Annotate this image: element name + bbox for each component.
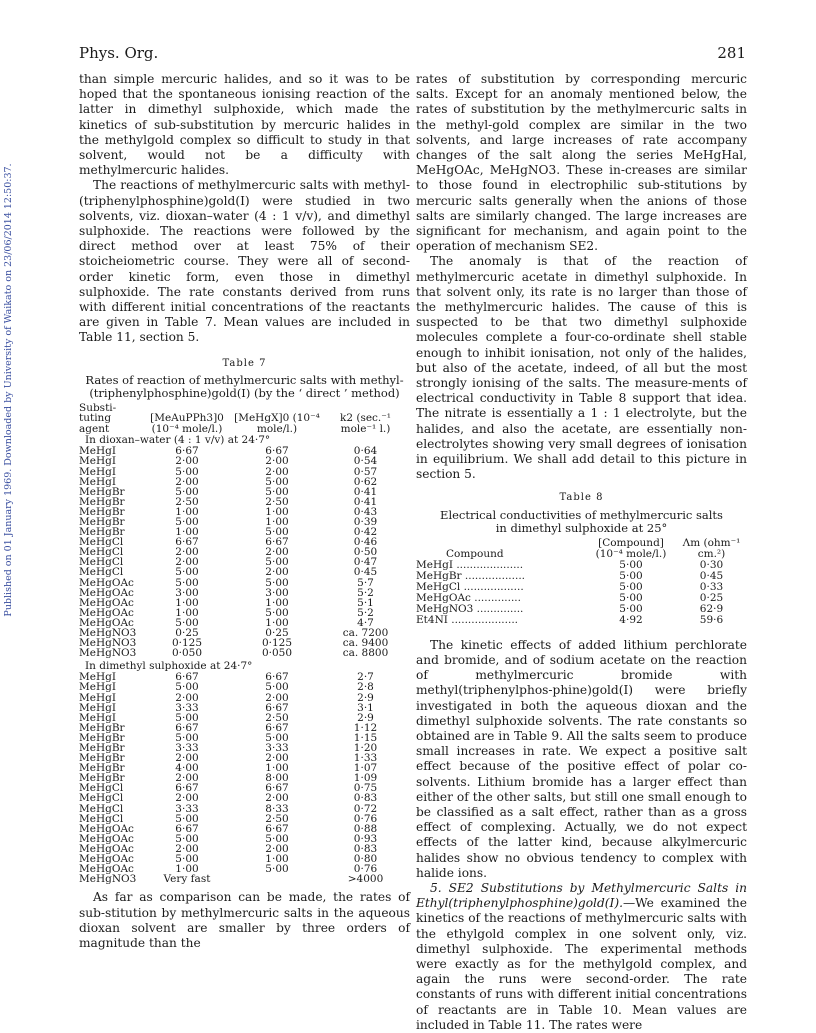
- header-cell: [MeAuPPh3]0 (10⁻⁴ mole/l.): [150, 412, 224, 435]
- table-row: [79, 648, 410, 658]
- table-cell: Very fast: [163, 873, 211, 886]
- table-cell: 0·25: [699, 591, 724, 604]
- table-cell: 0·050: [261, 647, 293, 660]
- table-cell: 5·2: [357, 606, 374, 619]
- table-cell: MeHgNO3: [79, 637, 137, 650]
- table-7-section-1: In dioxan–water (4 : 1 v/v) at 24·7°: [85, 434, 271, 447]
- table-cell: 1·00: [175, 526, 199, 539]
- header-cell: Substi-tuting agent: [79, 401, 117, 435]
- paragraph: The kinetic effects of added lithium perchlorate and bromide, and of sodium acetate on the reaction of methylmercuric bromide with methyl(triphenylphos-phine)gold(I) were briefly investigated in both the aqueous dioxan and the dimethyl sulphoxide solvents. The rate constants so obtained are in Table 9. All the salts seem to produce small increases in rate. We expect a positive salt effect because of the positive effect of polar co-solvents. Lithium bromide has a larger effect than either of the other salts, but still one small enough to be classified as a salt effect, rather than as a gross effect of complexing. Actually, we do not expect effects of the latter kind, because alkylmercuric halides show no obvious tendency to complex with halide ions.: [416, 637, 747, 880]
- table-cell: MeHgCl: [79, 556, 124, 569]
- table-cell: MeHgCl: [79, 792, 124, 805]
- table-cell: 1·00: [265, 853, 289, 866]
- header-cell: Compound: [446, 547, 504, 560]
- left-column: [79, 72, 410, 951]
- paragraph: rates of substitution by corresponding mercuric salts. Except for an anomaly mentioned below, the rates of substitution by the methylmercuric salts in the methyl-gold complex are similar in the two solvents, and large increases of rate accompany changes of the salt along the series MeHgHal, MeHgOAc, MeHgNO3. These in-creases are similar to those found in electrophilic sub-stitutions by mercuric salts generally when the anions of those salts are similarly changed. The large increases are significant for mechanism, and again point to the operation of mechanism SE2.: [416, 72, 747, 254]
- table-cell: 5·00: [175, 576, 199, 589]
- table-cell: MeHgCl: [79, 546, 124, 559]
- table-7-label: Table 7: [222, 357, 267, 369]
- table-cell: MeHgCl: [79, 536, 124, 549]
- table-cell: 59·6: [699, 613, 724, 626]
- sidebar-watermark: [2, 150, 16, 630]
- table-cell: MeHgOAc: [79, 863, 134, 876]
- table-cell: 2·00: [265, 465, 289, 478]
- table-cell: 2·50: [265, 812, 289, 825]
- table-cell: MeHgBr: [79, 741, 125, 754]
- table-cell: 6·67: [175, 721, 199, 734]
- table-cell: 6·67: [265, 536, 289, 549]
- table-cell: 5·00: [619, 602, 643, 615]
- table-cell: MeHgBr: [79, 505, 125, 518]
- table-cell: 5·00: [265, 832, 289, 845]
- table-cell: 1·00: [175, 606, 199, 619]
- table-cell: [233, 874, 321, 884]
- table-cell: 6·67: [265, 822, 289, 835]
- table-cell: 6·67: [175, 782, 199, 795]
- table-cell: 62·9: [699, 602, 724, 615]
- table-cell: 5·00: [175, 566, 199, 579]
- table-cell: 5·00: [175, 616, 199, 629]
- table-cell: 0·76: [353, 812, 378, 825]
- table-cell: 0·80: [353, 853, 378, 866]
- table-cell: 5·00: [175, 832, 199, 845]
- header-cell: Λm (ohm⁻¹ cm.²): [682, 536, 741, 560]
- table-cell: MeHgOAc: [79, 616, 134, 629]
- table-cell: 5·00: [265, 556, 289, 569]
- table-cell: 2·00: [175, 752, 199, 765]
- table-8-label: Table 8: [559, 492, 604, 504]
- table-cell: MeHgOAc ..............: [416, 591, 521, 604]
- table-7-section-2: In dimethyl sulphoxide at 24·7°: [85, 660, 253, 673]
- table-7: [79, 403, 410, 435]
- table-cell: 5·00: [175, 485, 199, 498]
- table-cell: 0·75: [353, 782, 378, 795]
- table-cell: 0·45: [699, 569, 724, 582]
- table-cell: 2·8: [357, 681, 374, 694]
- table-cell: 0·41: [353, 485, 378, 498]
- table-cell: 2·50: [175, 495, 199, 508]
- table-cell: MeHgI ....................: [416, 558, 524, 571]
- table-cell: 3·33: [175, 802, 199, 815]
- table-cell: MeHgI: [79, 701, 116, 714]
- table-cell: 5·00: [619, 569, 643, 582]
- paragraph: [416, 881, 747, 1033]
- table-cell: 5·00: [265, 526, 289, 539]
- table-cell: 6·67: [175, 671, 199, 684]
- table-cell: MeHgCl: [79, 802, 124, 815]
- table-cell: MeHgBr: [79, 752, 125, 765]
- table-cell: 5·00: [265, 475, 289, 488]
- download-notice: Published on 01 January 1969. Downloaded by University of Waikato on 23/06/2014 12:50:37.: [3, 163, 14, 617]
- table-cell: 5·00: [619, 558, 643, 571]
- table-cell: >4000: [347, 873, 384, 886]
- table-cell: 0·50: [353, 546, 378, 559]
- table-cell: MeHgOAc: [79, 586, 134, 599]
- table-cell: 1·00: [265, 616, 289, 629]
- table-8-caption: Electrical conductivities of methylmercuric salts in dimethyl sulphoxide at 25°: [440, 507, 723, 535]
- table-cell: MeHgOAc: [79, 853, 134, 866]
- table-cell: MeHgCl: [79, 566, 124, 579]
- table-cell: 0·42: [353, 526, 378, 539]
- table-cell: 5·00: [175, 516, 199, 529]
- table-cell: MeHgI: [79, 475, 116, 488]
- table-cell: MeHgNO3 ..............: [416, 602, 524, 615]
- table-cell: MeHgBr: [79, 495, 125, 508]
- table-cell: 2·00: [265, 792, 289, 805]
- table-cell: MeHgI: [79, 465, 116, 478]
- table-cell: MeHgBr: [79, 762, 125, 775]
- table-cell: 3·00: [265, 586, 289, 599]
- paragraph: The anomaly is that of the reaction of methylmercuric acetate in dimethyl sulphoxide. In that solvent only, its rate is no larger than those of the methylmercuric halides. The cause of this is suspected to be that two dimethyl sulphoxide molecules complete a four-co-ordinate shell stable enough to inhibit ionisation, not only of the halides, but also of the acetate, indeed, of all but the most strongly ionising of the salts. The measure-ments of electrical conductivity in Table 8 support that idea. The nitrate is essentially a 1 : 1 electrolyte, but the halides, and also the acetate, are essentially non-electrolytes showing very small degrees of ionisation in equilibrium. We shall add detail to this picture in section 5.: [416, 254, 747, 482]
- table-cell: 1·00: [175, 505, 199, 518]
- table-cell: 4·7: [357, 616, 374, 629]
- table-cell: 0·30: [699, 558, 724, 571]
- table-cell: 2·9: [357, 691, 374, 704]
- table-cell: 6·67: [175, 536, 199, 549]
- table-cell: MeHgI: [79, 455, 116, 468]
- table-cell: 1·00: [265, 762, 289, 775]
- table-cell: 2·00: [175, 546, 199, 559]
- table-cell: MeHgOAc: [79, 822, 134, 835]
- table-cell: MeHgNO3: [79, 873, 137, 886]
- table-cell: 2·00: [265, 546, 289, 559]
- table-cell: 1·07: [353, 762, 378, 775]
- paragraph: The reactions of methylmercuric salts with methyl-(triphenylphosphine)gold(I) were studied in two solvents, viz. dioxan–water (4 : 1 v/v), and dimethyl sulphoxide. The reactions were followed by the direct method over at least 75% of their stoicheiometric course. They were all of second-order kinetic form, even those in dimethyl sulphoxide. The rate constants derived from runs with different initial concentrations of the reactants are given in Table 7. Mean values are included in Table 11, section 5.: [79, 178, 410, 345]
- table-cell: 1·09: [353, 772, 378, 785]
- table-cell: 5·00: [175, 711, 199, 724]
- section-5-text: —We examined the kinetics of the reactions of methylmercuric salts with the ethylgold complex in one solvent only, viz. dimethyl sulphoxide. The experimental methods were exactly as for the methylgold complex, and again the runs were second-order. The rate constants of runs with different initial concentrations of reactants are in Table 10. Mean values are included in Table 11. The rates were: [416, 896, 747, 1032]
- table-cell: ca. 8800: [342, 647, 389, 660]
- table-cell: 5·00: [175, 465, 199, 478]
- table-8: [416, 538, 747, 626]
- table-cell: MeHgI: [79, 445, 116, 458]
- table-cell: 1·00: [175, 863, 199, 876]
- table-cell: 6·67: [265, 671, 289, 684]
- table-cell: 8·00: [265, 772, 289, 785]
- table-cell: 2·7: [357, 671, 374, 684]
- table-cell: MeHgOAc: [79, 842, 134, 855]
- table-cell: Et4NI ....................: [416, 613, 518, 626]
- table-cell: 0·050: [171, 647, 203, 660]
- table-cell: 0·39: [353, 516, 378, 529]
- table-cell: 2·00: [265, 566, 289, 579]
- table-cell: 6·67: [175, 445, 199, 458]
- table-cell: ca. 7200: [342, 627, 389, 640]
- table-cell: 0·72: [353, 802, 378, 815]
- table-cell: 8·33: [265, 802, 289, 815]
- table-cell: 2·50: [265, 711, 289, 724]
- table-cell: ca. 9400: [342, 637, 389, 650]
- table-cell: 0·93: [353, 832, 378, 845]
- table-cell: 4·92: [619, 613, 643, 626]
- table-cell: 6·67: [265, 721, 289, 734]
- table-cell: 0·57: [353, 465, 378, 478]
- table-cell: 1·00: [175, 596, 199, 609]
- table-cell: MeHgOAc: [79, 606, 134, 619]
- table-cell: 0·25: [175, 627, 199, 640]
- table-row: [79, 682, 410, 692]
- table-cell: 5·00: [265, 863, 289, 876]
- table-cell: 2·00: [175, 475, 199, 488]
- table-cell: 5·00: [619, 591, 643, 604]
- table-cell: 6·67: [265, 701, 289, 714]
- table-cell: 0·45: [353, 566, 378, 579]
- paragraph: As far as comparison can be made, the rates of sub-stitution by methylmercuric salts in the aqueous dioxan solvent are smaller by three orders of magnitude than the: [79, 890, 410, 950]
- table-cell: 5·00: [619, 580, 643, 593]
- table-header-row: [416, 538, 747, 560]
- table-7-caption: Rates of reaction of methylmercuric salts with methyl-(triphenylphosphine)gold(I) (by the ‘ direct ’ method): [85, 372, 404, 400]
- table-cell: MeHgOAc: [79, 596, 134, 609]
- table-cell: MeHgNO3: [79, 627, 137, 640]
- table-7-body-1: [79, 446, 410, 658]
- table-cell: 3·33: [265, 741, 289, 754]
- running-header-journal: Phys. Org.: [79, 44, 159, 62]
- table-cell: 2·00: [175, 556, 199, 569]
- table-cell: 0·125: [261, 637, 293, 650]
- table-cell: 1·00: [265, 596, 289, 609]
- table-cell: 0·88: [353, 822, 378, 835]
- table-cell: MeHgI: [79, 681, 116, 694]
- table-cell: MeHgCl ..................: [416, 580, 524, 593]
- table-cell: MeHgBr: [79, 731, 125, 744]
- table-cell: MeHgOAc: [79, 576, 134, 589]
- table-cell: 5·00: [175, 731, 199, 744]
- table-cell: 6·67: [265, 445, 289, 458]
- table-cell: 3·33: [175, 741, 199, 754]
- table-cell: MeHgNO3: [79, 647, 137, 660]
- table-cell: 5·00: [175, 812, 199, 825]
- table-header-row: [79, 403, 410, 435]
- table-cell: 0·54: [353, 455, 378, 468]
- table-cell: 5·00: [265, 576, 289, 589]
- table-7-body-2: [79, 672, 410, 884]
- header-cell: k2 (sec.⁻¹ mole⁻¹ l.): [339, 412, 392, 435]
- section-5-heading: 5. SE2 Substitutions by Methylmercuric Salts in Ethyl(triphenylphosphine)gold(I).: [416, 880, 747, 911]
- table-cell: MeHgI: [79, 711, 116, 724]
- table-cell: MeHgBr: [79, 485, 125, 498]
- table-cell: 5·2: [357, 586, 374, 599]
- header-cell: [Compound] (10⁻⁴ mole/l.): [595, 536, 667, 560]
- table-cell: MeHgCl: [79, 812, 124, 825]
- table-cell: 3·1: [357, 701, 374, 714]
- table-cell: 0·64: [353, 445, 378, 458]
- table-cell: 6·67: [175, 822, 199, 835]
- table-cell: 5·00: [265, 606, 289, 619]
- table-cell: MeHgBr: [79, 772, 125, 785]
- paragraph: than simple mercuric halides, and so it was to be hoped that the spontaneous ionising reaction of the latter in dimethyl sulphoxide, which made the kinetics of sub-substitution by mercuric halides in the methylgold complex so difficult to study in that solvent, would not be a difficulty with methylmercuric halides.: [79, 72, 410, 178]
- table-cell: 1·20: [353, 741, 378, 754]
- table-cell: 3·33: [175, 701, 199, 714]
- table-cell: 0·83: [353, 842, 378, 855]
- table-cell: 3·00: [175, 586, 199, 599]
- table-cell: 1·12: [353, 721, 378, 734]
- table-cell: 2·00: [265, 752, 289, 765]
- table-cell: MeHgOAc: [79, 832, 134, 845]
- table-cell: 5·00: [175, 681, 199, 694]
- table-cell: 0·43: [353, 505, 378, 518]
- table-cell: MeHgBr: [79, 721, 125, 734]
- table-cell: 2·00: [175, 842, 199, 855]
- page-number: 281: [717, 44, 746, 62]
- table-cell: 0·83: [353, 792, 378, 805]
- table-cell: 2·00: [265, 691, 289, 704]
- table-cell: 0·25: [265, 627, 289, 640]
- table-cell: 2·50: [265, 495, 289, 508]
- table-cell: 5·00: [265, 731, 289, 744]
- table-cell: MeHgI: [79, 691, 116, 704]
- table-cell: 5·7: [357, 576, 374, 589]
- table-cell: 0·46: [353, 536, 378, 549]
- table-row: [79, 874, 410, 884]
- table-cell: 5·00: [265, 681, 289, 694]
- table-cell: 2·00: [265, 455, 289, 468]
- table-cell: 6·67: [265, 782, 289, 795]
- table-cell: 0·76: [353, 863, 378, 876]
- table-cell: 5·00: [265, 485, 289, 498]
- table-cell: MeHgBr: [79, 516, 125, 529]
- table-cell: MeHgCl: [79, 782, 124, 795]
- table-cell: 1·00: [265, 516, 289, 529]
- table-cell: 2·9: [357, 711, 374, 724]
- table-cell: MeHgI: [79, 671, 116, 684]
- table-cell: 1·00: [265, 505, 289, 518]
- table-cell: 5·00: [175, 853, 199, 866]
- table-cell: 1·15: [353, 731, 378, 744]
- table-cell: MeHgBr: [79, 526, 125, 539]
- right-column: [416, 72, 747, 1033]
- table-cell: 0·47: [353, 556, 378, 569]
- table-row: [416, 615, 747, 626]
- table-cell: 2·00: [175, 772, 199, 785]
- table-cell: MeHgBr ..................: [416, 569, 525, 582]
- table-cell: 2·00: [175, 455, 199, 468]
- table-cell: 0·125: [171, 637, 203, 650]
- table-cell: 2·00: [175, 691, 199, 704]
- table-cell: 0·62: [353, 475, 378, 488]
- table-cell: 0·33: [699, 580, 724, 593]
- table-cell: 2·00: [265, 842, 289, 855]
- table-cell: 5·1: [357, 596, 374, 609]
- table-cell: 0·41: [353, 495, 378, 508]
- table-cell: 2·00: [175, 792, 199, 805]
- table-cell: 4·00: [175, 762, 199, 775]
- header-cell: [MeHgX]0 (10⁻⁴ mole/l.): [234, 412, 320, 435]
- table-cell: 1·33: [353, 752, 378, 765]
